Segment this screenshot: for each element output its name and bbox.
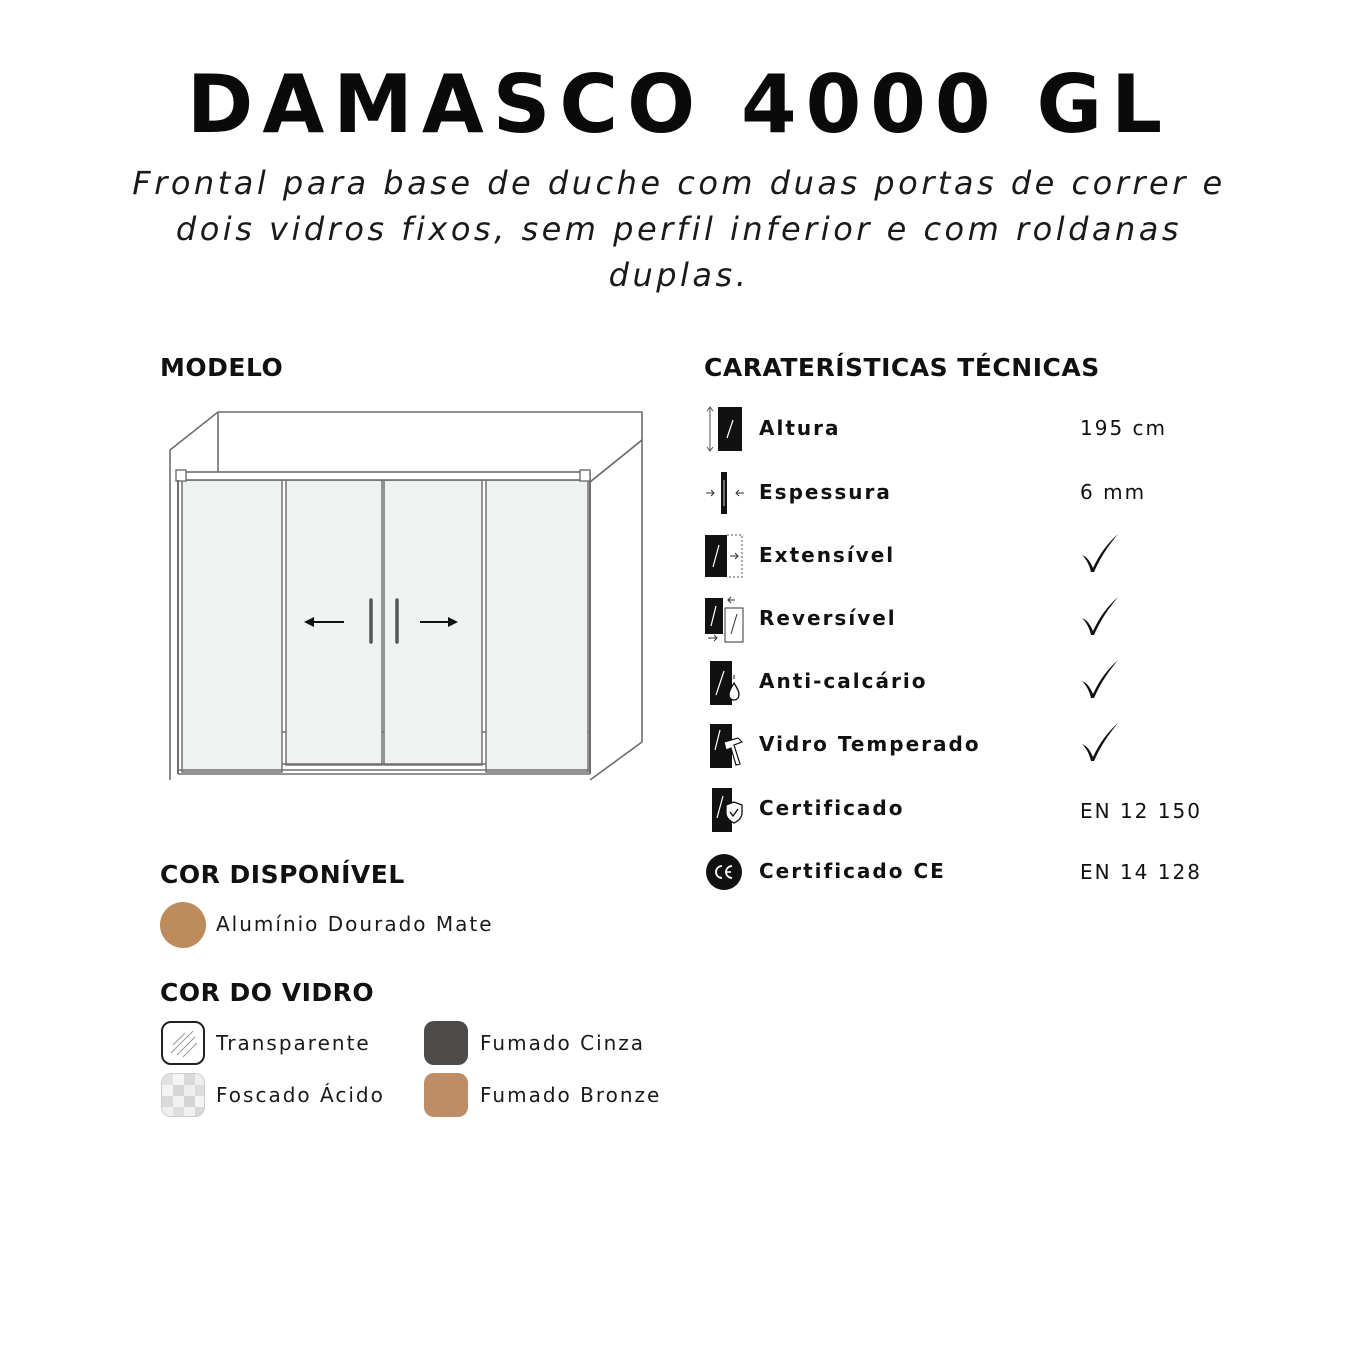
spec-name: Espessura — [759, 480, 892, 504]
spec-row-certificate — [704, 784, 1224, 834]
check-icon — [1078, 531, 1122, 575]
extensible-icon — [704, 531, 746, 581]
certificate-shield-icon — [704, 784, 746, 834]
thickness-icon — [704, 468, 746, 518]
product-title: DAMASCO 4000 GL — [186, 58, 1172, 151]
smoked-bronze-swatch — [424, 1073, 468, 1117]
glass-color-heading: COR DO VIDRO — [160, 978, 375, 1007]
product-description: Frontal para base de duche com duas portas de correr e dois vidros fixos, sem perfil inferior e com roldanas duplas. — [132, 164, 1226, 294]
frame-color-heading: COR DISPONÍVEL — [160, 860, 405, 889]
spec-row-ce — [704, 846, 1224, 896]
spec-name: Certificado — [759, 796, 905, 820]
spec-row-anti-limescale — [704, 657, 1224, 707]
spec-name: Anti-calcário — [759, 669, 928, 693]
spec-name: Extensível — [759, 543, 896, 567]
spec-name: Altura — [759, 416, 841, 440]
clear-glass-icon — [161, 1021, 205, 1065]
shower-screen-drawing — [158, 402, 648, 797]
check-icon — [1078, 657, 1122, 701]
smoked-grey-swatch — [424, 1021, 468, 1065]
frame-color-swatch — [160, 902, 206, 948]
check-icon — [1078, 720, 1122, 764]
frame-color-label: Alumínio Dourado Mate — [216, 912, 494, 936]
spec-value: EN 14 128 — [1080, 860, 1202, 884]
spec-name: Reversível — [759, 606, 897, 630]
anti-limescale-icon — [704, 657, 746, 707]
spec-row-thickness — [704, 468, 1224, 518]
spec-name: Certificado CE — [759, 859, 946, 883]
spec-value: EN 12 150 — [1080, 799, 1202, 823]
spec-row-tempered-glass — [704, 720, 1224, 770]
specs-heading: CARATERÍSTICAS TÉCNICAS — [704, 353, 1100, 382]
glass-option-label: Fumado Bronze — [480, 1083, 662, 1107]
model-heading: MODELO — [160, 353, 284, 382]
check-icon — [1078, 594, 1122, 638]
spec-row-reversible — [704, 594, 1224, 644]
glass-option-label: Fumado Cinza — [480, 1031, 646, 1055]
tempered-glass-icon — [704, 720, 746, 770]
reversible-icon — [704, 594, 746, 644]
spec-name: Vidro Temperado — [759, 732, 981, 756]
ce-mark-icon — [704, 846, 746, 896]
frosted-glass-icon — [161, 1073, 205, 1117]
spec-value: 195 cm — [1080, 416, 1168, 440]
spec-value: 6 mm — [1080, 480, 1147, 504]
glass-option-label: Foscado Ácido — [216, 1083, 385, 1107]
glass-option-label: Transparente — [216, 1031, 371, 1055]
spec-row-extensible — [704, 531, 1224, 581]
height-icon — [704, 404, 746, 454]
shower-line-drawing — [158, 402, 648, 792]
spec-row-height — [704, 404, 1224, 454]
